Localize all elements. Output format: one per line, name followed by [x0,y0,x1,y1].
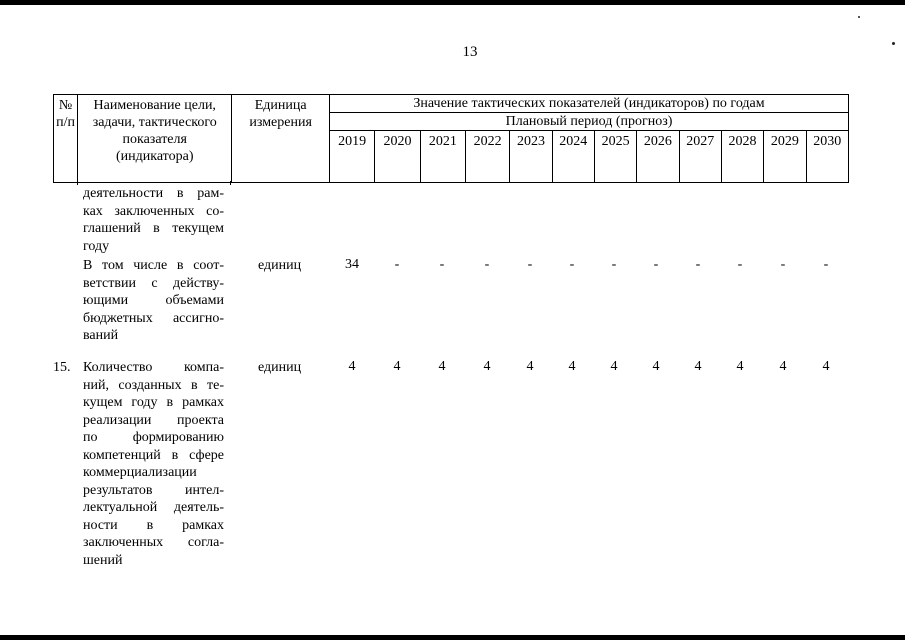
row-value: 4 [526,359,534,374]
column-divider [230,181,231,185]
row-value: - [653,257,659,272]
row-name-line: ветствии с действу- [83,275,224,291]
row-value: 4 [483,359,491,374]
page-number: 13 [462,44,478,60]
row-value: 4 [736,359,744,374]
row-value: - [823,257,829,272]
row-name-line: реализации проекта [83,412,224,428]
row-name-line: по формированию [83,430,224,445]
row-name-line: глашений в текущем [83,221,224,236]
row-value: - [695,257,701,272]
row-name-line: шений [83,552,123,568]
header-col-period: Плановый период (прогноз) [330,113,849,131]
row-value: - [439,257,445,272]
row-name-line: компетенций в сфере [83,447,224,463]
header-year: 2020 [375,131,420,183]
row-value: 4 [652,359,660,374]
row-name-line: году [83,238,110,254]
row-name-line: ний, созданных в те- [83,377,224,393]
row-name-line: ваний [83,328,119,343]
row-value: - [484,257,490,272]
header-year: 2022 [466,131,510,183]
row-value: - [394,257,400,272]
header-year: 2024 [552,131,594,183]
column-divider [77,181,78,185]
row-name-line: ности в рамках [83,517,224,533]
header-year: 2028 [721,131,763,183]
scan-speck [858,16,860,18]
row-value: 4 [694,359,702,374]
header-year: 2025 [594,131,636,183]
header-year: 2026 [637,131,679,183]
row-name-line: бюджетных ассигно- [83,310,224,326]
row-value: 4 [438,359,446,374]
row-value: 4 [822,359,830,374]
row-value: 4 [779,359,787,374]
scan-top-border [0,0,905,5]
header-col-name: Наименование цели, задачи, тактического показателя (индикатора) [78,95,232,183]
row-name-line: В том числе в соот- [83,258,224,273]
row-value: 4 [393,359,401,374]
scan-speck [892,42,895,45]
row-name-line: деятельности в рам- [83,186,224,201]
header-col-number: № п/п [54,95,78,183]
header-year: 2030 [806,131,849,183]
row-value: 4 [610,359,618,374]
row-unit: единиц [257,360,302,375]
row-name-line: ках заключенных со- [83,203,224,219]
header-year: 2019 [330,131,375,183]
row-name-line: Количество компа- [83,360,224,375]
row-name-line: ющими объемами [83,293,224,308]
row-name-line: заключенных согла- [83,535,224,550]
row-name-line: кущем году в рамках [83,395,224,410]
header-year: 2023 [510,131,552,183]
table-header [53,94,849,183]
row-name-line: лектуальной деятель- [83,500,224,515]
row-value: - [611,257,617,272]
header-year: 2029 [764,131,806,183]
header-year: 2027 [679,131,721,183]
row-number: 15. [53,360,71,375]
row-name-line: результатов интел- [83,482,224,498]
row-unit: единиц [257,258,302,273]
row-value: 34 [345,257,359,272]
header-col-unit: Единица измерения [232,95,330,183]
row-value: - [737,257,743,272]
row-value: - [569,257,575,272]
row-value: 4 [348,359,356,374]
scan-bottom-border [0,635,905,640]
header-col-values: Значение тактических показателей (индикаторов) по годам [330,95,849,113]
row-value: - [527,257,533,272]
header-year: 2021 [420,131,465,183]
row-name-line: коммерциализации [83,465,197,480]
row-value: 4 [568,359,576,374]
row-value: - [780,257,786,272]
